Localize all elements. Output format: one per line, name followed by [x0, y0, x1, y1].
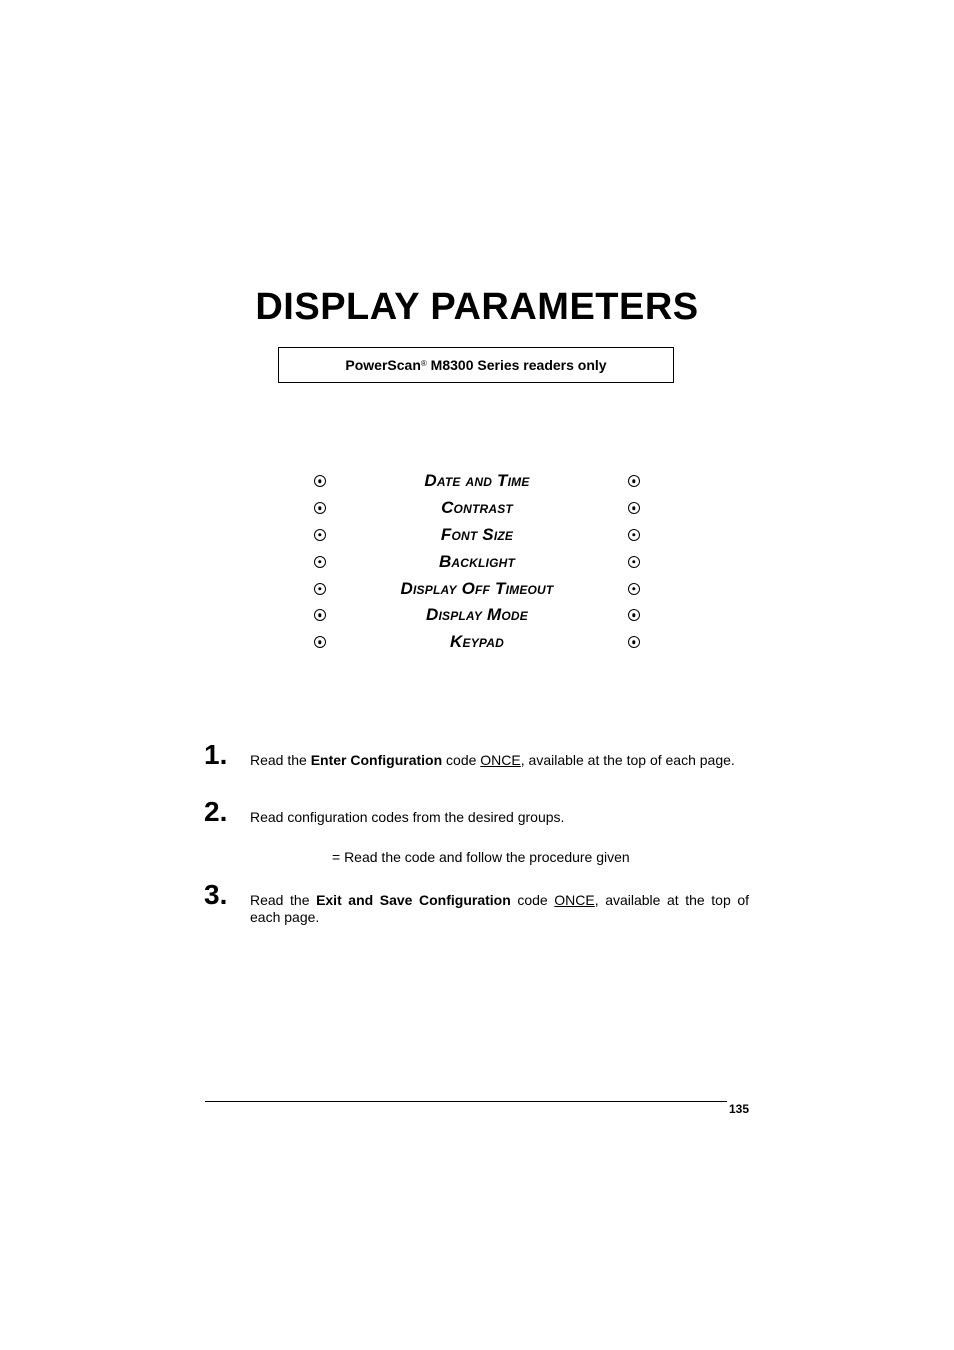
- step-text-2: Read configuration codes from the desired groups.: [250, 809, 565, 825]
- page-title: DISPLAY PARAMETERS: [255, 286, 699, 328]
- step-text-part: code: [510, 892, 555, 908]
- circled-dot-icon: [314, 556, 326, 568]
- parameter-menu: [300, 468, 654, 656]
- step-number-2: 2.: [204, 796, 228, 827]
- step-text-part: Read the: [250, 892, 317, 908]
- step-text-part: code: [442, 752, 481, 768]
- circled-dot-icon: [628, 475, 640, 487]
- notice-text: M8300 Series readers only: [426, 357, 607, 373]
- circled-dot-icon: [314, 475, 326, 487]
- step-bold-text: Exit and Save Configuration: [316, 892, 511, 908]
- circled-dot-icon: [628, 609, 640, 621]
- menu-item-keypad[interactable]: [300, 629, 654, 656]
- menu-item-label: Backlight: [438, 551, 516, 571]
- registered-mark: ®: [420, 358, 427, 368]
- step-number-3: 3.: [204, 879, 228, 910]
- menu-item-display-off-timeout[interactable]: [300, 575, 654, 602]
- footer-divider: [205, 1101, 727, 1102]
- menu-item-label: Keypad: [450, 632, 504, 652]
- step-underlined-text: ONCE: [480, 752, 521, 768]
- menu-item-label: Display Mode: [425, 605, 529, 625]
- menu-item-label: Contrast: [441, 498, 513, 518]
- page-number: 135: [729, 1102, 750, 1116]
- circled-dot-icon: [314, 583, 326, 595]
- step-bold-text: Enter Configuration: [310, 752, 443, 768]
- step-number-1: 1.: [204, 739, 228, 770]
- step-text-part: Read the: [250, 752, 311, 768]
- menu-item-font-size[interactable]: [300, 522, 654, 549]
- menu-item-display-mode[interactable]: [300, 602, 654, 629]
- menu-item-label: Font Size: [440, 524, 514, 544]
- menu-item-backlight[interactable]: [300, 548, 654, 575]
- step-underlined-text: ONCE: [554, 892, 595, 908]
- notice-brand: PowerScan: [345, 357, 421, 373]
- circled-dot-icon: [628, 583, 640, 595]
- circled-dot-icon: [314, 609, 326, 621]
- circled-dot-icon: [314, 529, 326, 541]
- menu-item-label: Display Off Timeout: [400, 578, 554, 598]
- menu-item-label: Date and Time: [424, 471, 530, 491]
- menu-item-contrast[interactable]: [300, 495, 654, 522]
- circled-dot-icon: [628, 556, 640, 568]
- circled-dot-icon: [628, 636, 640, 648]
- step-text-1: [250, 752, 749, 769]
- notice-box: [278, 347, 674, 383]
- circled-dot-icon: [628, 529, 640, 541]
- legend-note: = Read the code and follow the procedure given: [332, 849, 630, 865]
- step-text-part: , available at the top of each page.: [250, 892, 749, 925]
- step-text-3: [250, 892, 749, 926]
- step-text-part: , available at the top of each page.: [520, 752, 735, 768]
- menu-item-date-and-time[interactable]: [300, 468, 654, 495]
- circled-dot-icon: [314, 636, 326, 648]
- circled-dot-icon: [628, 502, 640, 514]
- circled-dot-icon: [314, 502, 326, 514]
